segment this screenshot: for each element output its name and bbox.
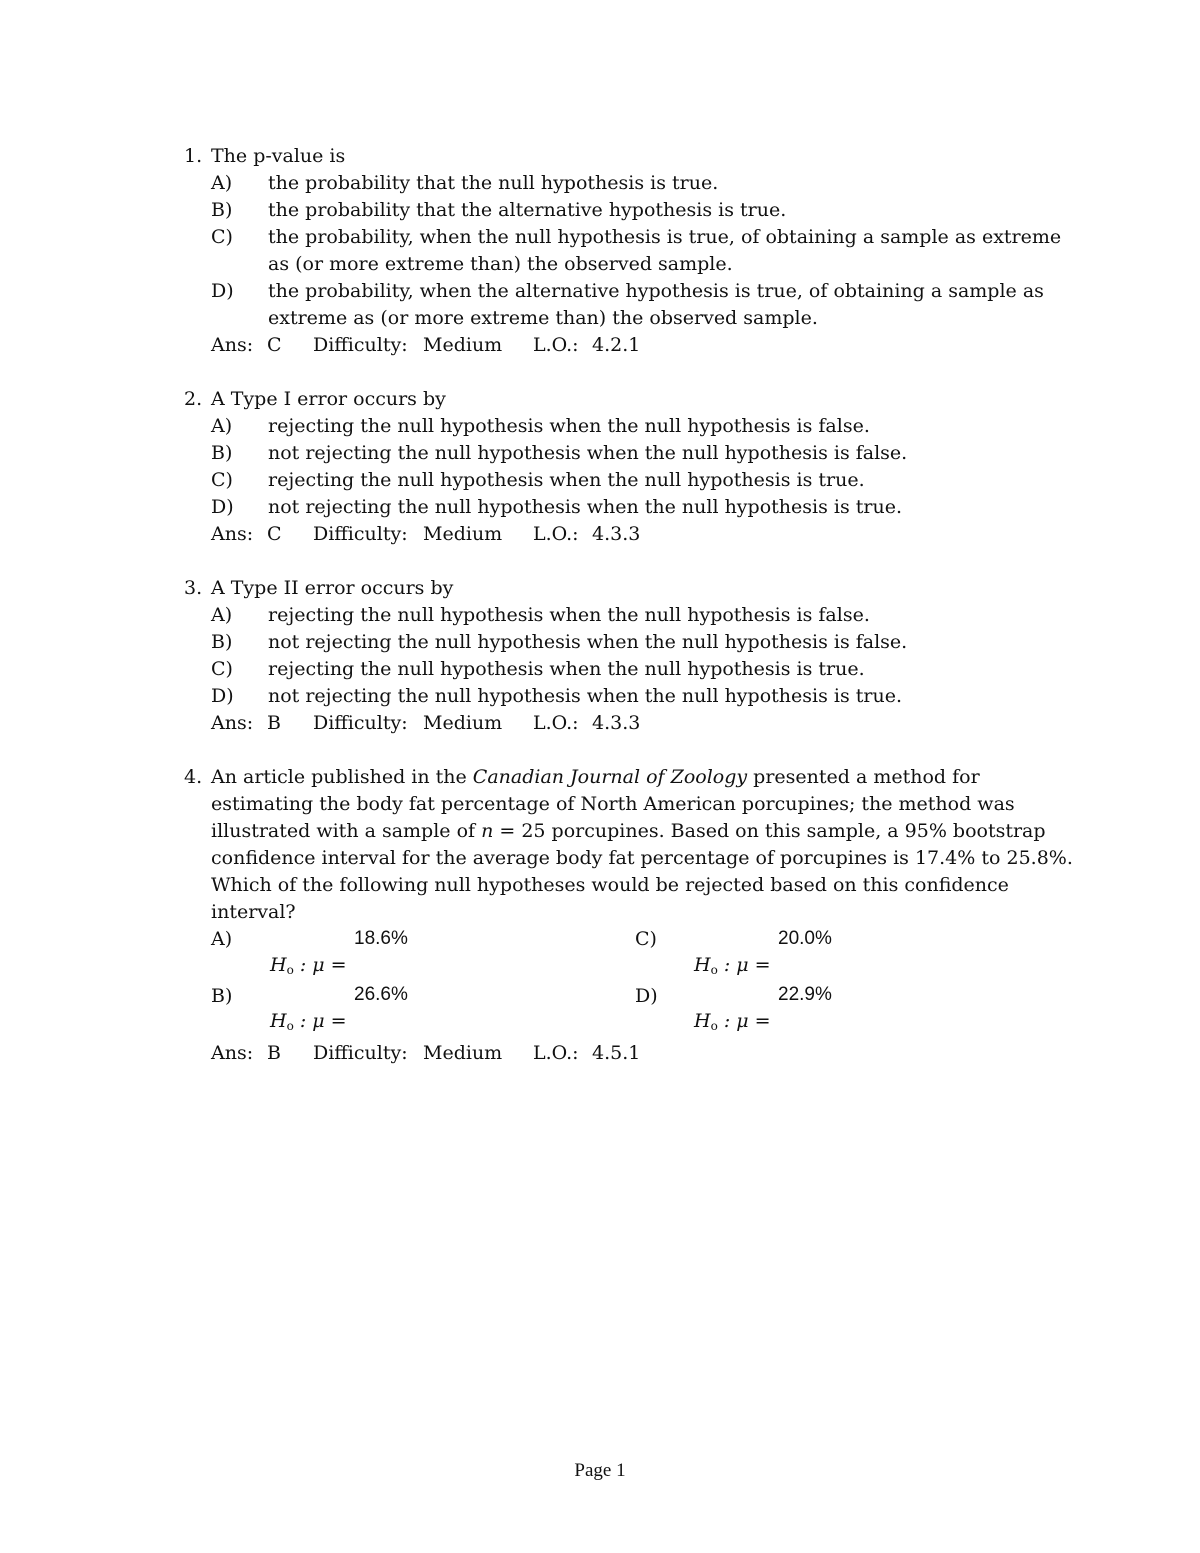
question-1-option-c-line1: the probability, when the null hypothesis is true, of obtaining a sample as extreme xyxy=(268,226,1062,248)
hypothesis-subscript: o xyxy=(710,1019,718,1033)
answer-label: Ans: xyxy=(211,523,254,545)
question-1-option-b: the probability that the alternative hypothesis is true. xyxy=(268,199,787,221)
difficulty-label: Difficulty: xyxy=(313,523,408,545)
null-hypothesis-formula xyxy=(694,954,771,977)
stem-text: presented a method for xyxy=(747,766,980,788)
question-1-option-a: the probability that the null hypothesis is true. xyxy=(268,172,719,194)
question-2-option-d: not rejecting the null hypothesis when the null hypothesis is true. xyxy=(268,496,902,518)
hypothesis-symbol: H xyxy=(694,1010,711,1032)
sample-size-symbol: n xyxy=(481,820,494,842)
hypothesis-subscript: o xyxy=(286,963,294,977)
question-3-option-c: rejecting the null hypothesis when the null hypothesis is true. xyxy=(268,658,865,680)
stem-text: = 25 porcupines. Based on this sample, a 95% bootstrap xyxy=(493,820,1046,842)
question-3-stem: A Type II error occurs by xyxy=(211,577,454,599)
answer-value: C xyxy=(267,523,282,545)
null-hypothesis-formula xyxy=(270,1010,347,1033)
learning-objective-value: 4.2.1 xyxy=(592,334,641,356)
question-4-stem-line1 xyxy=(211,764,980,791)
learning-objective-value: 4.3.3 xyxy=(592,523,641,545)
question-2-option-a: rejecting the null hypothesis when the null hypothesis is false. xyxy=(268,415,870,437)
difficulty-label: Difficulty: xyxy=(313,334,408,356)
journal-name: Canadian Journal of Zoology xyxy=(472,766,748,788)
question-4-stem-line2: estimating the body fat percentage of North American porcupines; the method was xyxy=(211,793,1015,815)
question-1-option-a-letter: A) xyxy=(211,172,233,194)
answer-value: C xyxy=(267,334,282,356)
question-2-option-c-letter: C) xyxy=(211,469,233,491)
option-value: 18.6% xyxy=(354,928,408,949)
hypothesis-mean: : μ = xyxy=(717,1010,771,1032)
question-1-option-d-letter: D) xyxy=(211,280,234,302)
question-1-option-b-letter: B) xyxy=(211,199,233,221)
learning-objective-value: 4.3.3 xyxy=(592,712,641,734)
question-3-option-d-letter: D) xyxy=(211,685,234,707)
page-number: Page 1 xyxy=(574,1460,626,1481)
option-value: 22.9% xyxy=(778,984,832,1005)
difficulty-value: Medium xyxy=(423,1042,503,1064)
question-3-number: 3. xyxy=(184,577,203,599)
option-value: 26.6% xyxy=(354,984,408,1005)
question-1-option-d-line1: the probability, when the alternative hypothesis is true, of obtaining a sample as xyxy=(268,280,1044,302)
answer-label: Ans: xyxy=(211,334,254,356)
question-3-option-a-letter: A) xyxy=(211,604,233,626)
question-2-option-d-letter: D) xyxy=(211,496,234,518)
hypothesis-mean: : μ = xyxy=(717,954,771,976)
question-1-number: 1. xyxy=(184,145,203,167)
difficulty-value: Medium xyxy=(423,334,503,356)
difficulty-value: Medium xyxy=(423,712,503,734)
question-3-option-b-letter: B) xyxy=(211,631,233,653)
question-4-option-c-letter: C) xyxy=(635,928,657,950)
question-2-option-b: not rejecting the null hypothesis when the null hypothesis is false. xyxy=(268,442,908,464)
learning-objective-label: L.O.: xyxy=(533,1042,579,1064)
answer-value: B xyxy=(267,712,281,734)
hypothesis-mean: : μ = xyxy=(293,1010,347,1032)
question-1-option-c-line2: as (or more extreme than) the observed sample. xyxy=(268,253,733,275)
learning-objective-label: L.O.: xyxy=(533,712,579,734)
question-1-option-d-line2: extreme as (or more extreme than) the observed sample. xyxy=(268,307,818,329)
answer-label: Ans: xyxy=(211,1042,254,1064)
question-2-option-c: rejecting the null hypothesis when the null hypothesis is true. xyxy=(268,469,865,491)
stem-text: An article published in the xyxy=(211,766,473,788)
question-3-option-a: rejecting the null hypothesis when the null hypothesis is false. xyxy=(268,604,870,626)
question-4-number: 4. xyxy=(184,766,203,788)
learning-objective-label: L.O.: xyxy=(533,523,579,545)
null-hypothesis-formula xyxy=(694,1010,771,1033)
hypothesis-subscript: o xyxy=(710,963,718,977)
null-hypothesis-formula xyxy=(270,954,347,977)
difficulty-value: Medium xyxy=(423,523,503,545)
question-2-option-b-letter: B) xyxy=(211,442,233,464)
question-3-option-c-letter: C) xyxy=(211,658,233,680)
question-3-option-b: not rejecting the null hypothesis when the null hypothesis is false. xyxy=(268,631,908,653)
question-2-number: 2. xyxy=(184,388,203,410)
difficulty-label: Difficulty: xyxy=(313,712,408,734)
hypothesis-subscript: o xyxy=(286,1019,294,1033)
question-1-option-c-letter: C) xyxy=(211,226,233,248)
question-4-stem-line3 xyxy=(211,818,1046,845)
question-1-stem: The p-value is xyxy=(211,145,346,167)
question-4-stem-line6: interval? xyxy=(211,901,296,923)
answer-label: Ans: xyxy=(211,712,254,734)
question-4-stem-line5: Which of the following null hypotheses would be rejected based on this confidence xyxy=(211,874,1009,896)
answer-value: B xyxy=(267,1042,281,1064)
question-4-option-d-letter: D) xyxy=(635,985,658,1007)
stem-text: illustrated with a sample of xyxy=(211,820,482,842)
option-value: 20.0% xyxy=(778,928,832,949)
hypothesis-symbol: H xyxy=(270,954,287,976)
hypothesis-symbol: H xyxy=(694,954,711,976)
question-4-stem-line4: confidence interval for the average body fat percentage of porcupines is 17.4% to 25.8%. xyxy=(211,847,1073,869)
question-2-option-a-letter: A) xyxy=(211,415,233,437)
difficulty-label: Difficulty: xyxy=(313,1042,408,1064)
question-4-option-b-letter: B) xyxy=(211,985,233,1007)
hypothesis-symbol: H xyxy=(270,1010,287,1032)
learning-objective-label: L.O.: xyxy=(533,334,579,356)
question-3-option-d: not rejecting the null hypothesis when the null hypothesis is true. xyxy=(268,685,902,707)
hypothesis-mean: : μ = xyxy=(293,954,347,976)
question-4-option-a-letter: A) xyxy=(211,928,233,950)
question-2-stem: A Type I error occurs by xyxy=(211,388,446,410)
learning-objective-value: 4.5.1 xyxy=(592,1042,641,1064)
